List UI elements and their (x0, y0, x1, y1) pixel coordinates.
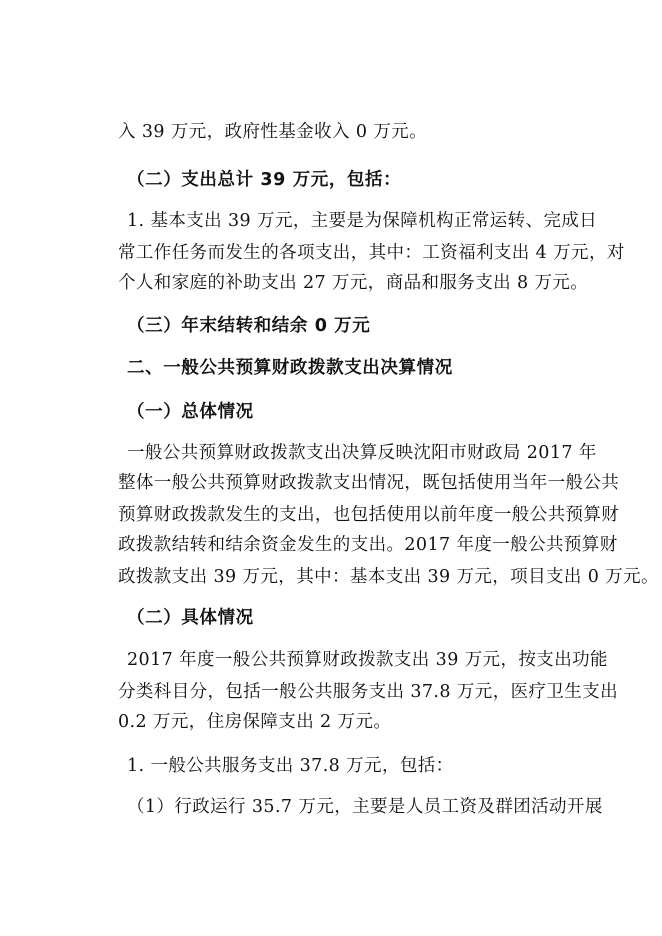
section-heading-expenditure-total: （二）支出总计 39 万元，包括： (127, 170, 402, 190)
section-heading-year-end-balance: （三）年末结转和结余 0 万元 (127, 316, 371, 336)
paragraph-line: 一般公共预算财政拨款支出决算反映沈阳市财政局 2017 年 (127, 443, 597, 463)
paragraph-line: 个人和家庭的补助支出 27 万元，商品和服务支出 8 万元。 (118, 273, 589, 293)
paragraph-line: （1）行政运行 35.7 万元，主要是人员工资及群团活动开展 (127, 797, 603, 817)
paragraph-line: 1. 一般公共服务支出 37.8 万元，包括： (127, 756, 454, 776)
paragraph-line: 常工作任务而发生的各项支出，其中：工资福利支出 4 万元，对 (118, 243, 625, 263)
paragraph-line: 0.2 万元，住房保障支出 2 万元。 (118, 712, 392, 732)
paragraph-line: 入 39 万元，政府性基金收入 0 万元。 (118, 122, 428, 142)
section-heading-general-budget: 二、一般公共预算财政拨款支出决算情况 (127, 358, 453, 378)
paragraph-line: 分类科目分，包括一般公共服务支出 37.8 万元，医疗卫生支出 (118, 682, 618, 702)
paragraph-line: 政拨款支出 39 万元，其中：基本支出 39 万元，项目支出 0 万元。 (118, 567, 659, 587)
section-heading-details: （二）具体情况 (127, 608, 254, 628)
paragraph-line: 预算财政拨款发生的支出，也包括使用以前年度一般公共预算财 (118, 505, 620, 525)
section-heading-overall: （一）总体情况 (127, 402, 254, 422)
paragraph-line: 政拨款结转和结余资金发生的支出。2017 年度一般公共预算财 (118, 535, 618, 555)
paragraph-line: 整体一般公共预算财政拨款支出情况，既包括使用当年一般公共 (118, 473, 620, 493)
paragraph-line: 1. 基本支出 39 万元，主要是为保障机构正常运转、完成日 (127, 211, 598, 231)
paragraph-line: 2017 年度一般公共预算财政拨款支出 39 万元，按支出功能 (127, 650, 608, 670)
